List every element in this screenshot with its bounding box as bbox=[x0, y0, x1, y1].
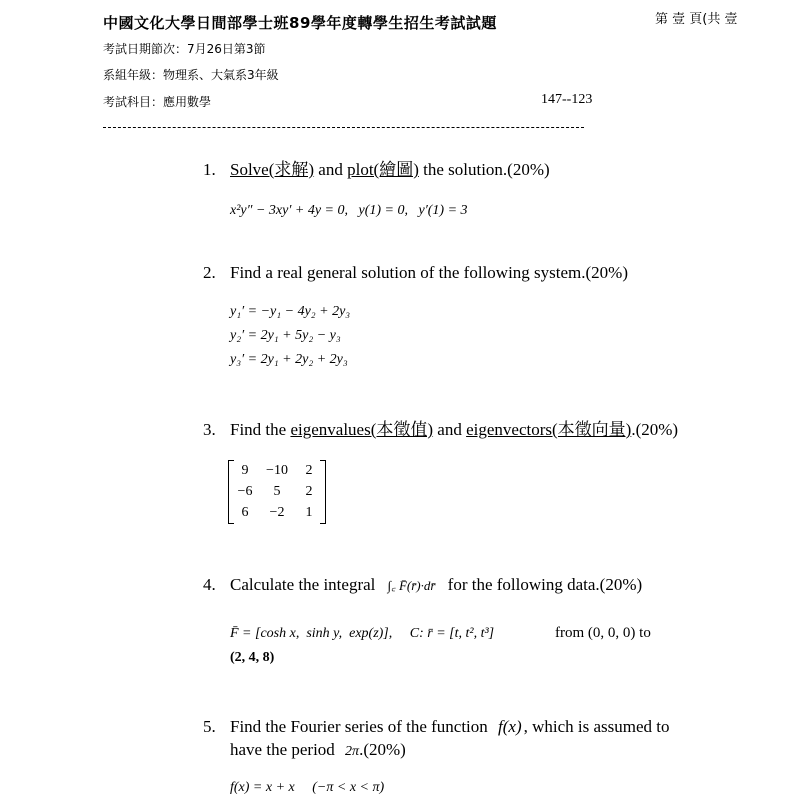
exam-code: 147--123 bbox=[541, 92, 593, 107]
question-4: 4. Calculate the integral ∫꜀ F̄(r̄)·dr̄ for the following data.(20%) bbox=[203, 575, 643, 594]
equation: from (0, 0, 0) to bbox=[555, 625, 651, 641]
page-info: 第 壹 頁(共 壹 bbox=[655, 12, 738, 27]
equation: (2, 4, 8) bbox=[230, 650, 275, 665]
subject: 考試科目：應用數學 bbox=[103, 95, 212, 109]
matrix-row: −6 5 2 bbox=[237, 484, 313, 499]
exam-date: 考試日期節次：7月26日第3節 bbox=[103, 42, 266, 56]
equation: f(x) = x + x (−π < x < π) bbox=[230, 780, 385, 795]
equation: y₃′ = 2y₁ + 2y₂ + 2y₃ bbox=[230, 352, 348, 367]
question-3: 3. Find the eigenvalues(本徵值) and eigenvectors(本徵向量).(20%) bbox=[203, 420, 679, 439]
question-1: 1. Solve(求解) and plot(繪圖) the solution.(20%) bbox=[203, 160, 550, 179]
equation: F̄ = [cosh x, sinh y, exp(z)], C: r̄ = [t, t², t³] bbox=[230, 626, 495, 641]
matrix-row: 6 −2 1 bbox=[241, 505, 313, 520]
equation: x²y″ − 3xy′ + 4y = 0, y(1) = 0, y′(1) = 3 bbox=[230, 203, 468, 218]
matrix bbox=[228, 460, 326, 524]
divider bbox=[103, 127, 584, 128]
department: 系組年級：物理系、大氣系3年級 bbox=[103, 68, 279, 82]
equation: y₁′ = −y₁ − 4y₂ + 2y₃ bbox=[230, 304, 351, 319]
question-5: 5. Find the Fourier series of the function f(x) , which is assumed to bbox=[203, 717, 670, 736]
integral-expression: ∫꜀ F̄(r̄)·dr̄ bbox=[387, 578, 436, 593]
question-5-line2: have the period 2π.(20%) bbox=[230, 740, 406, 759]
exam-title: 中國文化大學日間部學士班89學年度轉學生招生考試試題 bbox=[103, 14, 497, 32]
matrix-row: 9 −10 2 bbox=[241, 463, 313, 478]
equation: y₂′ = 2y₁ + 5y₂ − y₃ bbox=[230, 328, 341, 343]
question-2: 2. Find a real general solution of the following system.(20%) bbox=[203, 263, 628, 282]
